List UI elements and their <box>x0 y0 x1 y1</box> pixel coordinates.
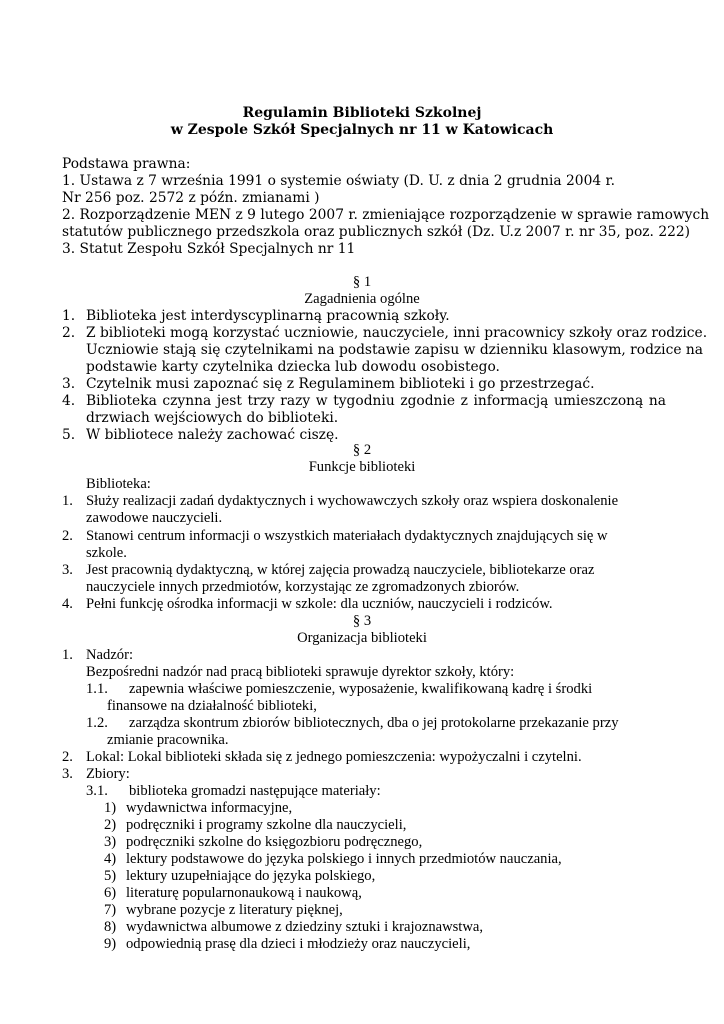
list-item: Z biblioteki mogą korzystać uczniowie, nauczyciele, inni pracownicy szkoły oraz rodzice. <box>86 325 708 341</box>
list-item-cont: Uczniowie stają się czytelnikami na podstawie zapisu w dzienniku klasowym, rodzice na <box>86 342 703 358</box>
document-page: Regulamin Biblioteki Szkolnej w Zespole Szkół Specjalnych nr 11 w Katowicach Podstawa prawna: 1. Ustawa z 7 września 1991 o systemie oświaty (D. U. z dnia 2 grudnia 2004 r. Nr 256 poz. 2572 z późn. zmianami ) 2. Rozporządzenie MEN z 9 lutego 2007 r. zmieniające rozporządzenie w sprawie ramowych statutów publicznego przedszkola oraz publicznych szkół (Dz. U.z 2007 r. nr 35, poz. 222) 3. Statut Zespołu Szkół Specjalnych nr 11 § 1 Zagadnienia ogólne 1. Biblioteka jest interdyscyplinarną pracownią szkoły. 2. Z biblioteki mogą korzystać uczniowie, nauczyciele, inni pracownicy szkoły oraz rodzice. Uczniowie stają się czytelnikami na podstawie zapisu w dzienniku klasowym, rodzice na podstawie karty czytelnika dziecka lub dowodu osobistego. 3. Czytelnik musi zapoznać się z Regulaminem biblioteki i go przestrzegać. 4. Biblioteka czynna jest trzy razy w tygodniu zgodnie z informacją umieszczoną na drzwiach wejściowych do biblioteki. 5. W bibliotece należy zachować ciszę. § 2 Funkcje biblioteki Biblioteka: 1. Służy realizacji zadań dydaktycznych i wychowawczych szkoły oraz wspiera doskonalenie zawodowe nauczycieli. 2. Stanowi centrum informacji o wszystkich materiałach dydaktycznych znajdujących się w szkole. 3. Jest pracownią dydaktyczną, w której zajęcia prowadzą nauczyciele, bibliotekarze oraz nauczyciele innych przedmiotów, korzystając ze zgromadzonych zbiorów. 4. Pełni funkcję ośrodka informacji w szkole: dla uczniów, nauczycieli i rodziców. § 3 Organizacja biblioteki 1. Nadzór: Bezpośredni nadzór nad pracą biblioteki sprawuje dyrektor szkoły, który: 1.1. zapewnia właściwe pomieszczenie, wyposażenie, kwalifikowaną kadrę i środki finansowe na działalność biblioteki, 1.2. zarządza skontrum zbiorów bibliotecznych, dba o jej protokolarne przekazanie przy zmianie pracownika. 2. Lokal: Lokal biblioteki składa się z jednego pomieszczenia: wypożyczalni i czytelni. 3. Zbiory: 3.1. biblioteka gromadzi następujące materiały: 1) wydawnictwa informacyjne, 2) podręczniki i programy szkolne dla nauczycieli, 3) podręczniki szkolne do księgozbioru podręcznego, 4) lektury podstawowe do języka polskiego i innych przedmiotów nauczania, 5) lektury uzupełniające do języka polskiego, 6) literaturę popularnonaukową i naukową, 7) wybrane pozycje z literatury pięknej, 8) wydawnictwa albumowe z dziedziny sztuki i krajoznawstwa, 9) odpowiednią prasę dla dzieci i młodzieży oraz nauczycieli, <box>0 0 724 1024</box>
list-item: W bibliotece należy zachować ciszę. <box>86 427 339 443</box>
list-item-cont: drzwiach wejściowych do biblioteki. <box>86 410 339 426</box>
materials-item: lektury uzupełniające do języka polskiego, <box>126 868 376 884</box>
materials-item: podręczniki i programy szkolne dla nauczycieli, <box>126 817 407 833</box>
section-2-mark: § 2 <box>352 442 372 458</box>
sublist-item-cont: zmianie pracownika. <box>107 732 229 748</box>
section-2-title: Funkcje biblioteki <box>308 459 416 475</box>
list-item: Jest pracownią dydaktyczną, w której zajęcia prowadzą nauczyciele, bibliotekarze oraz <box>86 562 595 578</box>
list-item-text: Bezpośredni nadzór nad pracą biblioteki sprawuje dyrektor szkoły, który: <box>86 664 515 680</box>
list-item: Pełni funkcję ośrodka informacji w szkole: dla uczniów, nauczycieli i rodziców. <box>86 596 553 612</box>
section-1-title: Zagadnienia ogólne <box>304 291 420 307</box>
document-title-line-2: w Zespole Szkół Specjalnych nr 11 w Katowicach <box>170 122 554 138</box>
list-item-cont: nauczyciele innych przedmiotów, korzystając ze zgromadzonych zbiorów. <box>86 579 520 595</box>
list-item: Służy realizacji zadań dydaktycznych i wychowawczych szkoły oraz wspiera doskonalenie <box>86 493 619 509</box>
list-item-cont: podstawie karty czytelnika dziecka lub dowodu osobistego. <box>86 359 500 375</box>
list-item-cont: zawodowe nauczycieli. <box>86 510 223 526</box>
materials-item: wydawnictwa informacyjne, <box>126 800 293 816</box>
list-item: Biblioteka jest interdyscyplinarną pracownią szkoły. <box>86 308 450 324</box>
basis-line: Nr 256 poz. 2572 z późn. zmianami ) <box>62 190 320 206</box>
sublist-item: zarządza skontrum zbiorów bibliotecznych, dba o jej protokolarne przekazanie przy <box>129 715 619 731</box>
list-item: Lokal: Lokal biblioteki składa się z jednego pomieszczenia: wypożyczalni i czytelni. <box>86 749 582 765</box>
section-3-mark: § 3 <box>352 613 372 629</box>
sublist-item: zapewnia właściwe pomieszczenie, wyposażenie, kwalifikowaną kadrę i środki <box>129 681 593 697</box>
list-item: Stanowi centrum informacji o wszystkich materiałach dydaktycznych znajdujących się w <box>86 528 608 544</box>
basis-line: 1. Ustawa z 7 września 1991 o systemie oświaty (D. U. z dnia 2 grudnia 2004 r. <box>62 173 615 189</box>
basis-heading: Podstawa prawna: <box>62 156 191 172</box>
basis-line: 3. Statut Zespołu Szkół Specjalnych nr 11 <box>62 241 356 257</box>
materials-item: literaturę popularnonaukową i naukową, <box>126 885 362 901</box>
materials-item: podręczniki szkolne do księgozbioru podręcznego, <box>126 834 423 850</box>
sublist-item-cont: finansowe na działalność biblioteki, <box>107 698 317 714</box>
section-2-intro: Biblioteka: <box>86 476 151 492</box>
materials-item: odpowiednią prasę dla dzieci i młodzieży oraz nauczycieli, <box>126 936 471 952</box>
basis-line: statutów publicznego przedszkola oraz publicznych szkół (Dz. U.z 2007 r. nr 35, poz. 222) <box>62 224 691 240</box>
list-item: Zbiory: <box>86 766 130 782</box>
list-item: Biblioteka czynna jest trzy razy w tygodniu zgodnie z informacją umieszczoną na <box>86 393 666 409</box>
section-1-mark: § 1 <box>352 274 372 290</box>
sublist-item: biblioteka gromadzi następujące materiały: <box>129 783 381 799</box>
list-item-cont: szkole. <box>86 545 127 561</box>
list-item: Czytelnik musi zapoznać się z Regulaminem biblioteki i go przestrzegać. <box>86 376 595 392</box>
basis-line: 2. Rozporządzenie MEN z 9 lutego 2007 r. zmieniające rozporządzenie w sprawie ramowych <box>62 207 710 223</box>
materials-item: wybrane pozycje z literatury pięknej, <box>126 902 343 918</box>
materials-item: lektury podstawowe do języka polskiego i innych przedmiotów nauczania, <box>126 851 562 867</box>
list-item: Nadzór: <box>86 647 134 663</box>
document-title-line-1: Regulamin Biblioteki Szkolnej <box>242 105 482 121</box>
section-3-title: Organizacja biblioteki <box>297 630 427 646</box>
materials-item: wydawnictwa albumowe z dziedziny sztuki i krajoznawstwa, <box>126 919 484 935</box>
